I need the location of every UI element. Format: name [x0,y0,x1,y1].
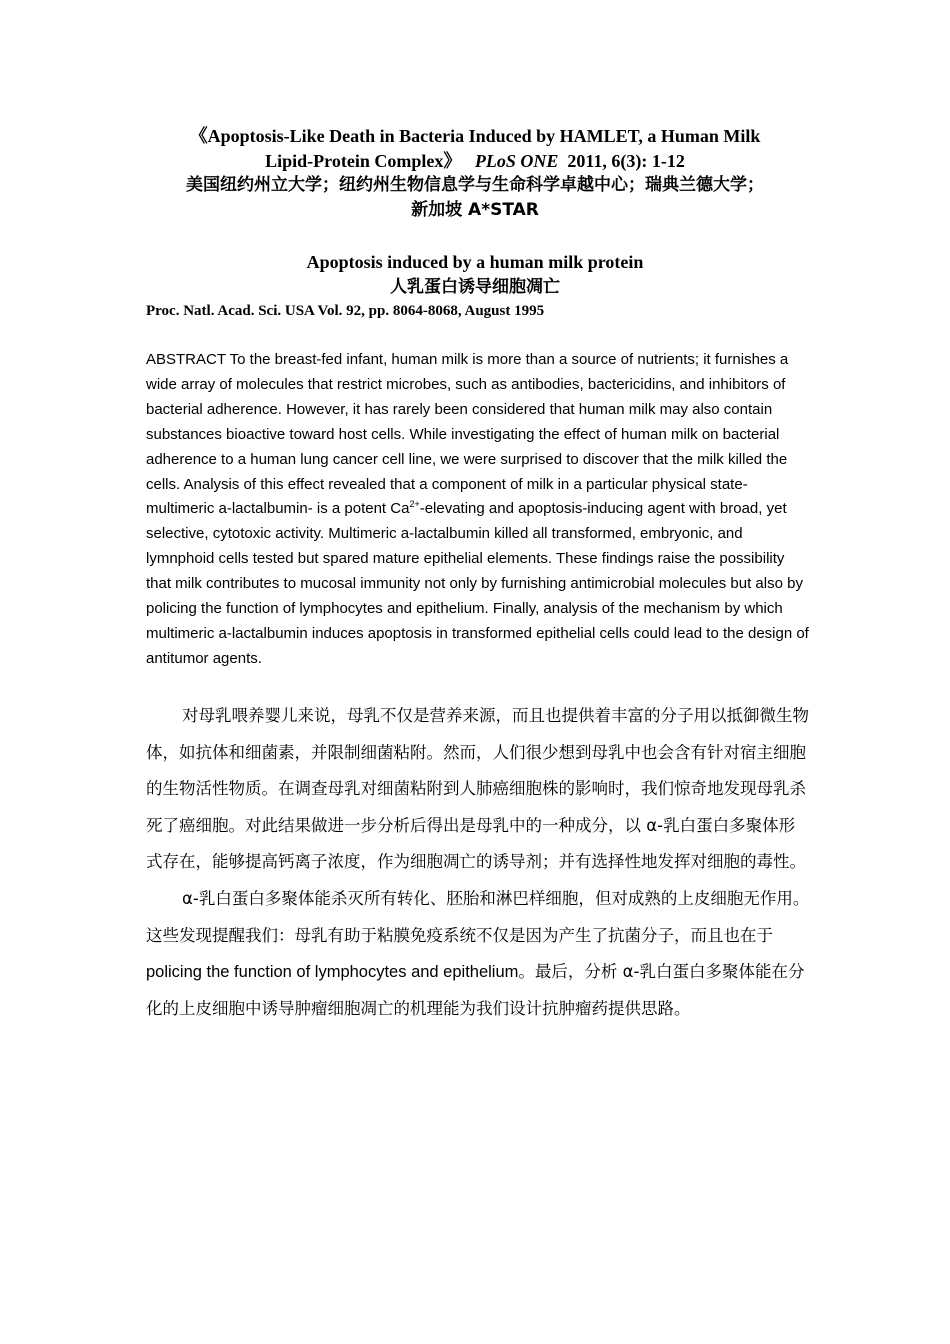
chinese-translation [146,698,811,1027]
abstract [146,348,811,672]
paper-citation: Proc. Natl. Acad. Sci. USA Vol. 92, pp. 8064-8068, August 1995 [146,303,545,319]
abstract-text-part2: -elevating and apoptosis-inducing agent with broad, yet selective, cytotoxic activity. Multimeric a-lactalbumin killed all transformed, embryonic, and lymnphoid cells tested but spared mature epithelial elements. These findings raise the possibility that milk contributes to mucosal immunity not only by furnishing antimicrobial molecules but also by policing the function of lymphocytes and epithelium. Finally, analysis of the mechanism by which multimeric a-lactalbumin induces apoptosis in transformed epithelial cells could lead to the design of antitumor agents. [146,500,809,667]
abstract-text-part1: To the breast-fed infant, human milk is more than a source of nutrients; it furnishes a wide array of molecules that restrict microbes, such as antibodies, bactericidins, and inhibitors of bacterial adherence. However, it has rarely been considered that human milk may also contain substances bioactive toward host cells. While investigating the effect of human milk on bacterial adherence to a human lung cancer cell line, we were surprised to discover that the milk killed the cells. Analysis of this effect revealed that a component of milk in a particular physical state-multimeric a-lactalbumin- is a potent Ca [146,351,789,518]
abstract-superscript: 2+ [409,499,420,510]
reference-volume: 2011, 6(3): 1-12 [567,150,685,171]
paper-title-en: Apoptosis induced by a human milk protein [306,252,644,272]
translation-paragraph-1: 对母乳喂养婴儿来说，母乳不仅是营养来源，而且也提供着丰富的分子用以抵御微生物体，如抗体和细菌素，并限制细菌粘附。然而，人们很少想到母乳中也会含有针对宿主细胞的生物活性物质。在调查母乳对细菌粘附到人肺癌细胞株的影响时，我们惊奇地发现母乳杀死了癌细胞。对此结果做进一步分析后得出是母乳中的一种成分，以 α-乳白蛋白多聚体形式存在，能够提高钙离子浓度，作为细胞凋亡的诱导剂；并有选择性地发挥对细胞的毒性。 [146,706,809,872]
translation-paragraph-2 [146,881,811,1027]
reference-title-line1: 《Apoptosis-Like Death in Bacteria Induced by HAMLET, a Human Milk [189,126,761,146]
reference-header [100,124,850,222]
reference-title-end: Lipid-Protein Complex》 [265,150,462,171]
reference-journal: PLoS ONE [474,150,559,171]
paper-title-zh: 人乳蛋白诱导细胞凋亡 [390,277,560,297]
translation-p2-part2: 。最后，分析 α-乳白蛋白多聚体能在分化的上皮细胞中诱导肿瘤细胞凋亡的机理能为我们设计抗肿瘤药提供思路。 [146,962,805,1018]
paper-title-block [100,250,850,300]
reference-affiliations-cont: 新加坡 A*STAR [411,199,539,220]
translation-p2-part1: α-乳白蛋白多聚体能杀灭所有转化、胚胎和淋巴样细胞，但对成熟的上皮细胞无作用。这些发现提醒我们：母乳有助于粘膜免疫系统不仅是因为产生了抗菌分子，而且也在于 [146,888,810,945]
translation-p2-english: policing the function of lymphocytes and epithelium [146,963,519,982]
reference-affiliations: 美国纽约州立大学；纽约州生物信息学与生命科学卓越中心；瑞典兰德大学； [186,175,764,195]
reference-title-line2 [100,149,850,174]
abstract-label: ABSTRACT [146,351,226,368]
